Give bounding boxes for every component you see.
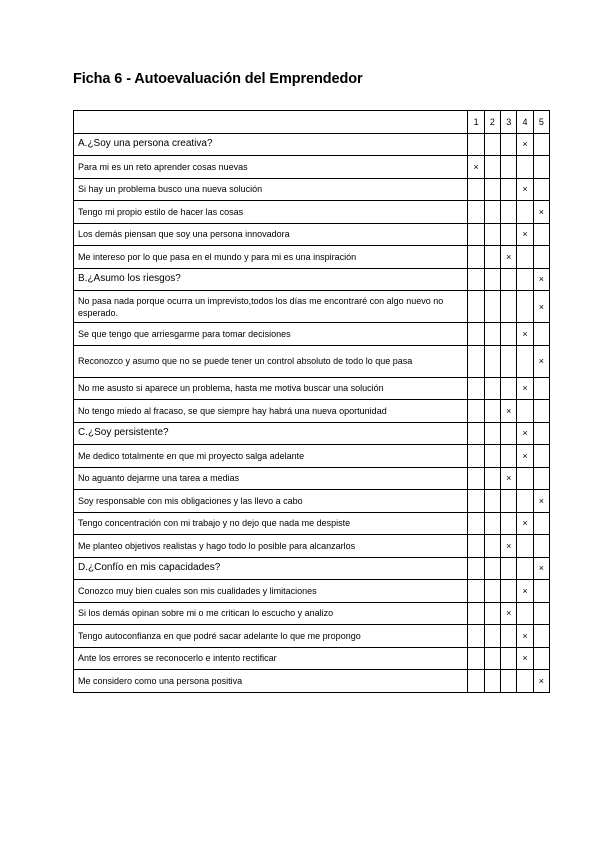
section-row [74,422,550,445]
check-mark-icon: × [522,450,528,461]
section-row [74,133,550,156]
rating-cell-5[interactable] [533,445,549,468]
rating-cell-5[interactable] [533,201,549,224]
rating-cell-2[interactable] [484,400,500,423]
rating-cell-3[interactable] [501,345,517,377]
rating-cell-4[interactable] [517,156,533,179]
rating-cell-4[interactable] [517,625,533,648]
rating-cell-5[interactable] [533,422,549,445]
rating-cell-3[interactable] [501,557,517,580]
rating-cell-5[interactable] [533,377,549,400]
rating-cell-4[interactable] [517,291,533,323]
check-mark-icon: × [538,675,544,686]
rating-cell-3[interactable] [501,647,517,670]
rating-cell-3[interactable] [501,490,517,513]
header-scale-4: 4 [517,111,533,134]
rating-cell-1[interactable] [468,445,484,468]
header-scale-1: 1 [468,111,484,134]
section-row [74,557,550,580]
rating-cell-2[interactable] [484,512,500,535]
rating-cell-5[interactable] [533,156,549,179]
rating-cell-3[interactable] [501,422,517,445]
table-row [74,178,550,201]
rating-cell-1[interactable] [468,422,484,445]
rating-cell-2[interactable] [484,602,500,625]
check-mark-icon: × [522,383,528,394]
rating-cell-2[interactable] [484,268,500,291]
rating-cell-3[interactable] [501,178,517,201]
rating-cell-1[interactable] [468,133,484,156]
check-mark-icon: × [506,540,512,551]
rating-cell-1[interactable] [468,467,484,490]
rating-cell-5[interactable] [533,557,549,580]
rating-cell-5[interactable] [533,246,549,269]
statement-text: Reconozco y asumo que no se puede tener un control absoluto de todo lo que pasa [74,345,468,377]
check-mark-icon: × [538,563,544,574]
rating-cell-1[interactable] [468,268,484,291]
rating-cell-4[interactable] [517,400,533,423]
rating-cell-4[interactable] [517,445,533,468]
rating-cell-3[interactable] [501,268,517,291]
statement-text: Tengo autoconfianza en que podré sacar adelante lo que me propongo [74,625,468,648]
statement-text: Conozco muy bien cuales son mis cualidades y limitaciones [74,580,468,603]
rating-cell-4[interactable] [517,557,533,580]
rating-cell-2[interactable] [484,557,500,580]
check-mark-icon: × [506,251,512,262]
statement-text: Si hay un problema busco una nueva solución [74,178,468,201]
table-row [74,323,550,346]
table-row [74,377,550,400]
rating-cell-4[interactable] [517,133,533,156]
rating-cell-5[interactable] [533,467,549,490]
statement-text: Se que tengo que arriesgarme para tomar decisiones [74,323,468,346]
rating-cell-5[interactable] [533,602,549,625]
table-row [74,291,550,323]
statement-text: No me asusto si aparece un problema, hasta me motiva buscar una solución [74,377,468,400]
table-row [74,445,550,468]
header-scale-3: 3 [501,111,517,134]
rating-cell-2[interactable] [484,201,500,224]
rating-cell-2[interactable] [484,223,500,246]
rating-cell-2[interactable] [484,445,500,468]
statement-text: Ante los errores se reconocerlo e intento rectificar [74,647,468,670]
rating-cell-5[interactable] [533,535,549,558]
rating-cell-1[interactable] [468,156,484,179]
check-mark-icon: × [538,206,544,217]
rating-cell-3[interactable] [501,133,517,156]
rating-cell-1[interactable] [468,223,484,246]
check-mark-icon: × [522,328,528,339]
rating-cell-5[interactable] [533,625,549,648]
check-mark-icon: × [522,184,528,195]
table-row [74,201,550,224]
rating-cell-5[interactable] [533,178,549,201]
rating-cell-2[interactable] [484,647,500,670]
rating-cell-3[interactable] [501,535,517,558]
rating-cell-3[interactable] [501,246,517,269]
section-question: D.¿Confío en mis capacidades? [74,557,468,580]
rating-cell-1[interactable] [468,557,484,580]
check-mark-icon: × [522,585,528,596]
rating-cell-3[interactable] [501,467,517,490]
statement-text: No aguanto dejarme una tarea a medias [74,467,468,490]
rating-cell-4[interactable] [517,602,533,625]
rating-cell-2[interactable] [484,345,500,377]
rating-cell-3[interactable] [501,602,517,625]
rating-cell-5[interactable] [533,268,549,291]
rating-cell-1[interactable] [468,201,484,224]
rating-cell-1[interactable] [468,377,484,400]
statement-text: Tengo concentración con mi trabajo y no dejo que nada me despiste [74,512,468,535]
statement-text: No tengo miedo al fracaso, se que siempre hay habrá una nueva oportunidad [74,400,468,423]
table-header-row [74,111,550,134]
table-row [74,345,550,377]
rating-cell-2[interactable] [484,467,500,490]
rating-cell-4[interactable] [517,323,533,346]
table-row [74,602,550,625]
check-mark-icon: × [522,630,528,641]
rating-cell-4[interactable] [517,647,533,670]
rating-cell-1[interactable] [468,535,484,558]
rating-cell-1[interactable] [468,246,484,269]
statement-text: Me considero como una persona positiva [74,670,468,693]
rating-cell-4[interactable] [517,535,533,558]
rating-cell-4[interactable] [517,467,533,490]
rating-cell-2[interactable] [484,422,500,445]
table-row [74,490,550,513]
table-row [74,512,550,535]
rating-cell-1[interactable] [468,647,484,670]
rating-cell-4[interactable] [517,670,533,693]
rating-cell-1[interactable] [468,323,484,346]
section-question: C.¿Soy persistente? [74,422,468,445]
statement-text: Los demás piensan que soy una persona innovadora [74,223,468,246]
table-row [74,223,550,246]
rating-cell-5[interactable] [533,291,549,323]
table-row [74,647,550,670]
check-mark-icon: × [538,495,544,506]
table-row [74,156,550,179]
rating-cell-3[interactable] [501,512,517,535]
rating-cell-5[interactable] [533,345,549,377]
statement-text: Tengo mi propio estilo de hacer las cosas [74,201,468,224]
rating-cell-3[interactable] [501,445,517,468]
check-mark-icon: × [538,356,544,366]
rating-cell-5[interactable] [533,133,549,156]
rating-cell-1[interactable] [468,291,484,323]
rating-cell-5[interactable] [533,580,549,603]
statement-text: Para mi es un reto aprender cosas nuevas [74,156,468,179]
self-assessment-table [73,110,550,693]
rating-cell-3[interactable] [501,291,517,323]
section-row [74,268,550,291]
rating-cell-5[interactable] [533,490,549,513]
rating-cell-5[interactable] [533,323,549,346]
rating-cell-1[interactable] [468,512,484,535]
rating-cell-2[interactable] [484,535,500,558]
rating-cell-2[interactable] [484,156,500,179]
rating-cell-4[interactable] [517,377,533,400]
rating-cell-3[interactable] [501,377,517,400]
table-row [74,670,550,693]
check-mark-icon: × [506,473,512,484]
table-row [74,467,550,490]
rating-cell-4[interactable] [517,268,533,291]
check-mark-icon: × [506,405,512,416]
rating-cell-2[interactable] [484,490,500,513]
rating-cell-3[interactable] [501,323,517,346]
statement-text: Me intereso por lo que pasa en el mundo y para mi es una inspiración [74,246,468,269]
rating-cell-2[interactable] [484,670,500,693]
page-title: Ficha 6 - Autoevaluación del Emprendedor [73,71,363,87]
rating-cell-5[interactable] [533,223,549,246]
statement-text: Soy responsable con mis obligaciones y las llevo a cabo [74,490,468,513]
rating-cell-4[interactable] [517,201,533,224]
rating-cell-2[interactable] [484,625,500,648]
rating-cell-2[interactable] [484,291,500,323]
rating-cell-1[interactable] [468,670,484,693]
check-mark-icon: × [473,161,479,172]
rating-cell-5[interactable] [533,670,549,693]
check-mark-icon: × [506,608,512,619]
check-mark-icon: × [538,274,544,285]
rating-cell-2[interactable] [484,580,500,603]
rating-cell-1[interactable] [468,345,484,377]
rating-cell-4[interactable] [517,422,533,445]
header-scale-5: 5 [533,111,549,134]
rating-cell-4[interactable] [517,345,533,377]
check-mark-icon: × [522,139,528,150]
rating-cell-3[interactable] [501,201,517,224]
rating-cell-2[interactable] [484,377,500,400]
rating-cell-3[interactable] [501,156,517,179]
rating-cell-3[interactable] [501,580,517,603]
check-mark-icon: × [522,518,528,529]
rating-cell-5[interactable] [533,512,549,535]
rating-cell-1[interactable] [468,580,484,603]
rating-cell-4[interactable] [517,580,533,603]
rating-cell-2[interactable] [484,323,500,346]
rating-cell-4[interactable] [517,246,533,269]
rating-cell-1[interactable] [468,625,484,648]
rating-cell-1[interactable] [468,602,484,625]
rating-cell-3[interactable] [501,670,517,693]
check-mark-icon: × [522,653,528,664]
table-row [74,535,550,558]
check-mark-icon: × [522,229,528,240]
rating-cell-3[interactable] [501,223,517,246]
rating-cell-4[interactable] [517,490,533,513]
statement-text: Me dedico totalmente en que mi proyecto salga adelante [74,445,468,468]
table-row [74,400,550,423]
rating-cell-2[interactable] [484,178,500,201]
rating-cell-3[interactable] [501,400,517,423]
table-row [74,246,550,269]
section-question: A.¿Soy una persona creativa? [74,133,468,156]
statement-text: No pasa nada porque ocurra un imprevisto,todos los días me encontraré con algo nuevo no esperado. [74,291,468,323]
statement-text: Si los demás opinan sobre mi o me critican lo escucho y analizo [74,602,468,625]
rating-cell-4[interactable] [517,512,533,535]
header-scale-2: 2 [484,111,500,134]
rating-cell-1[interactable] [468,490,484,513]
check-mark-icon: × [538,301,544,312]
table-row [74,580,550,603]
rating-cell-2[interactable] [484,133,500,156]
table-row [74,625,550,648]
rating-cell-5[interactable] [533,647,549,670]
check-mark-icon: × [522,428,528,439]
rating-cell-1[interactable] [468,400,484,423]
rating-cell-3[interactable] [501,625,517,648]
rating-cell-4[interactable] [517,223,533,246]
rating-cell-1[interactable] [468,178,484,201]
rating-cell-5[interactable] [533,400,549,423]
header-blank-cell [74,111,468,134]
statement-text: Me planteo objetivos realistas y hago todo lo posible para alcanzarlos [74,535,468,558]
section-question: B.¿Asumo los riesgos? [74,268,468,291]
rating-cell-4[interactable] [517,178,533,201]
rating-cell-2[interactable] [484,246,500,269]
